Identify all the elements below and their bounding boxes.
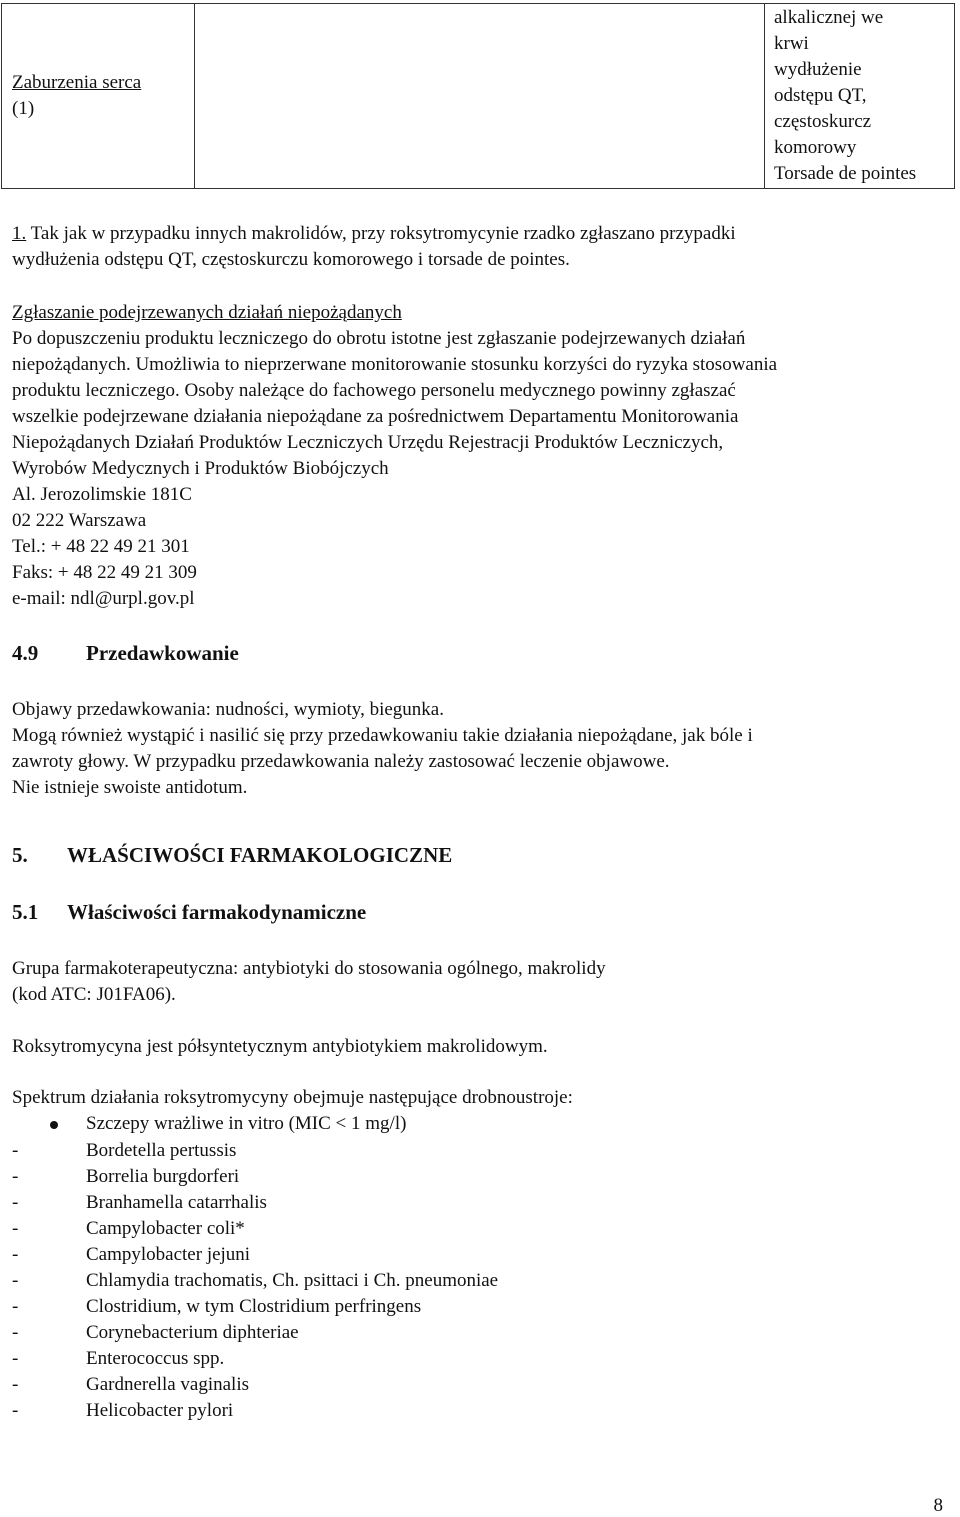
reporting-heading: Zgłaszanie podejrzewanych działań niepożądanych bbox=[12, 302, 402, 323]
section-number: 5. bbox=[12, 843, 28, 867]
fax-number: Faks: + 48 22 49 21 309 bbox=[12, 562, 197, 583]
reporting-line: wszelkie podejrzewane działania niepożądane za pośrednictwem Departamentu Monitorowania bbox=[12, 406, 739, 427]
footnote-line-2: wydłużenia odstępu QT, częstoskurczu komorowego i torsade de pointes. bbox=[12, 249, 570, 270]
list-item: - Bordetella pertussis bbox=[12, 1140, 237, 1161]
email-address: e-mail: ndl@urpl.gov.pl bbox=[12, 588, 195, 609]
section-title: Przedawkowanie bbox=[86, 641, 239, 665]
list-item: - Clostridium, w tym Clostridium perfringens bbox=[12, 1296, 422, 1317]
cell-text: (1) bbox=[12, 98, 35, 119]
section-title: WŁAŚCIWOŚCI FARMAKOLOGICZNE bbox=[67, 843, 453, 867]
pharmacotherapeutic-group: Grupa farmakoterapeutyczna: antybiotyki do stosowania ogólnego, makrolidy bbox=[12, 958, 606, 979]
table-cell-system bbox=[2, 4, 195, 189]
phone-number: Tel.: + 48 22 49 21 301 bbox=[12, 536, 190, 557]
adverse-effects-table bbox=[1, 3, 955, 189]
cell-text: Zaburzenia serca bbox=[12, 72, 142, 93]
reporting-line: Niepożądanych Działań Produktów Leczniczych Urzędu Rejestracji Produktów Leczniczych, bbox=[12, 432, 724, 453]
cell-text: wydłużenie bbox=[774, 59, 862, 80]
reporting-line: niepożądanych. Umożliwia to nieprzerwane monitorowanie stosunku korzyści do ryzyka stosowania bbox=[12, 354, 778, 375]
address-city: 02 222 Warszawa bbox=[12, 510, 147, 531]
cell-text: częstoskurcz bbox=[774, 111, 872, 132]
cell-text: komorowy bbox=[774, 137, 857, 158]
footnote-marker: 1. bbox=[12, 223, 27, 244]
cell-text: Torsade de pointes bbox=[774, 163, 917, 184]
list-item: - Enterococcus spp. bbox=[12, 1348, 225, 1369]
cell-text: krwi bbox=[774, 33, 809, 54]
list-item: - Campylobacter jejuni bbox=[12, 1244, 251, 1265]
list-item: - Chlamydia trachomatis, Ch. psittaci i Ch. pneumoniae bbox=[12, 1270, 499, 1291]
table-cell-empty bbox=[195, 4, 765, 189]
section-title: Właściwości farmakodynamiczne bbox=[67, 900, 367, 924]
bullet-icon bbox=[50, 1121, 58, 1129]
cell-text: odstępu QT, bbox=[774, 85, 867, 106]
section-number: 5.1 bbox=[12, 900, 39, 924]
footnote-line-1: 1. Tak jak w przypadku innych makrolidów, przy roksytromycynie rzadko zgłaszano przypadki bbox=[12, 223, 736, 244]
atc-code: (kod ATC: J01FA06). bbox=[12, 984, 176, 1005]
overdose-line: Nie istnieje swoiste antidotum. bbox=[12, 777, 248, 798]
list-item: - Corynebacterium diphteriae bbox=[12, 1322, 299, 1343]
list-item: - Campylobacter coli* bbox=[12, 1218, 245, 1239]
description: Roksytromycyna jest półsyntetycznym antybiotykiem makrolidowym. bbox=[12, 1036, 548, 1057]
reporting-line: Po dopuszczeniu produktu leczniczego do obrotu istotne jest zgłaszanie podejrzewanych działań bbox=[12, 328, 746, 349]
bullet-list-item: Szczepy wrażliwe in vitro (MIC < 1 mg/l) bbox=[12, 1111, 406, 1137]
list-item: - Branhamella catarrhalis bbox=[12, 1192, 267, 1213]
cell-text: alkalicznej we bbox=[774, 7, 884, 28]
list-item: - Gardnerella vaginalis bbox=[12, 1374, 250, 1395]
list-item: - Helicobacter pylori bbox=[12, 1400, 234, 1421]
overdose-line: Mogą również wystąpić i nasilić się przy przedawkowaniu takie działania niepożądane, jak bóle i bbox=[12, 725, 753, 746]
overdose-line: Objawy przedawkowania: nudności, wymioty, biegunka. bbox=[12, 699, 444, 720]
address-street: Al. Jerozolimskie 181C bbox=[12, 484, 192, 505]
spectrum-intro: Spektrum działania roksytromycyny obejmuje następujące drobnoustroje: bbox=[12, 1087, 573, 1108]
reporting-line: produktu leczniczego. Osoby należące do fachowego personelu medycznego powinny zgłaszać bbox=[12, 380, 736, 401]
reporting-line: Wyrobów Medycznych i Produktów Biobójczych bbox=[12, 458, 389, 479]
overdose-line: zawroty głowy. W przypadku przedawkowania należy zastosować leczenie objawowe. bbox=[12, 751, 670, 772]
section-number: 4.9 bbox=[12, 641, 39, 665]
list-item: - Borrelia burgdorferi bbox=[12, 1166, 240, 1187]
table-cell-effects bbox=[765, 4, 955, 189]
page-number: 8 bbox=[933, 1495, 943, 1516]
